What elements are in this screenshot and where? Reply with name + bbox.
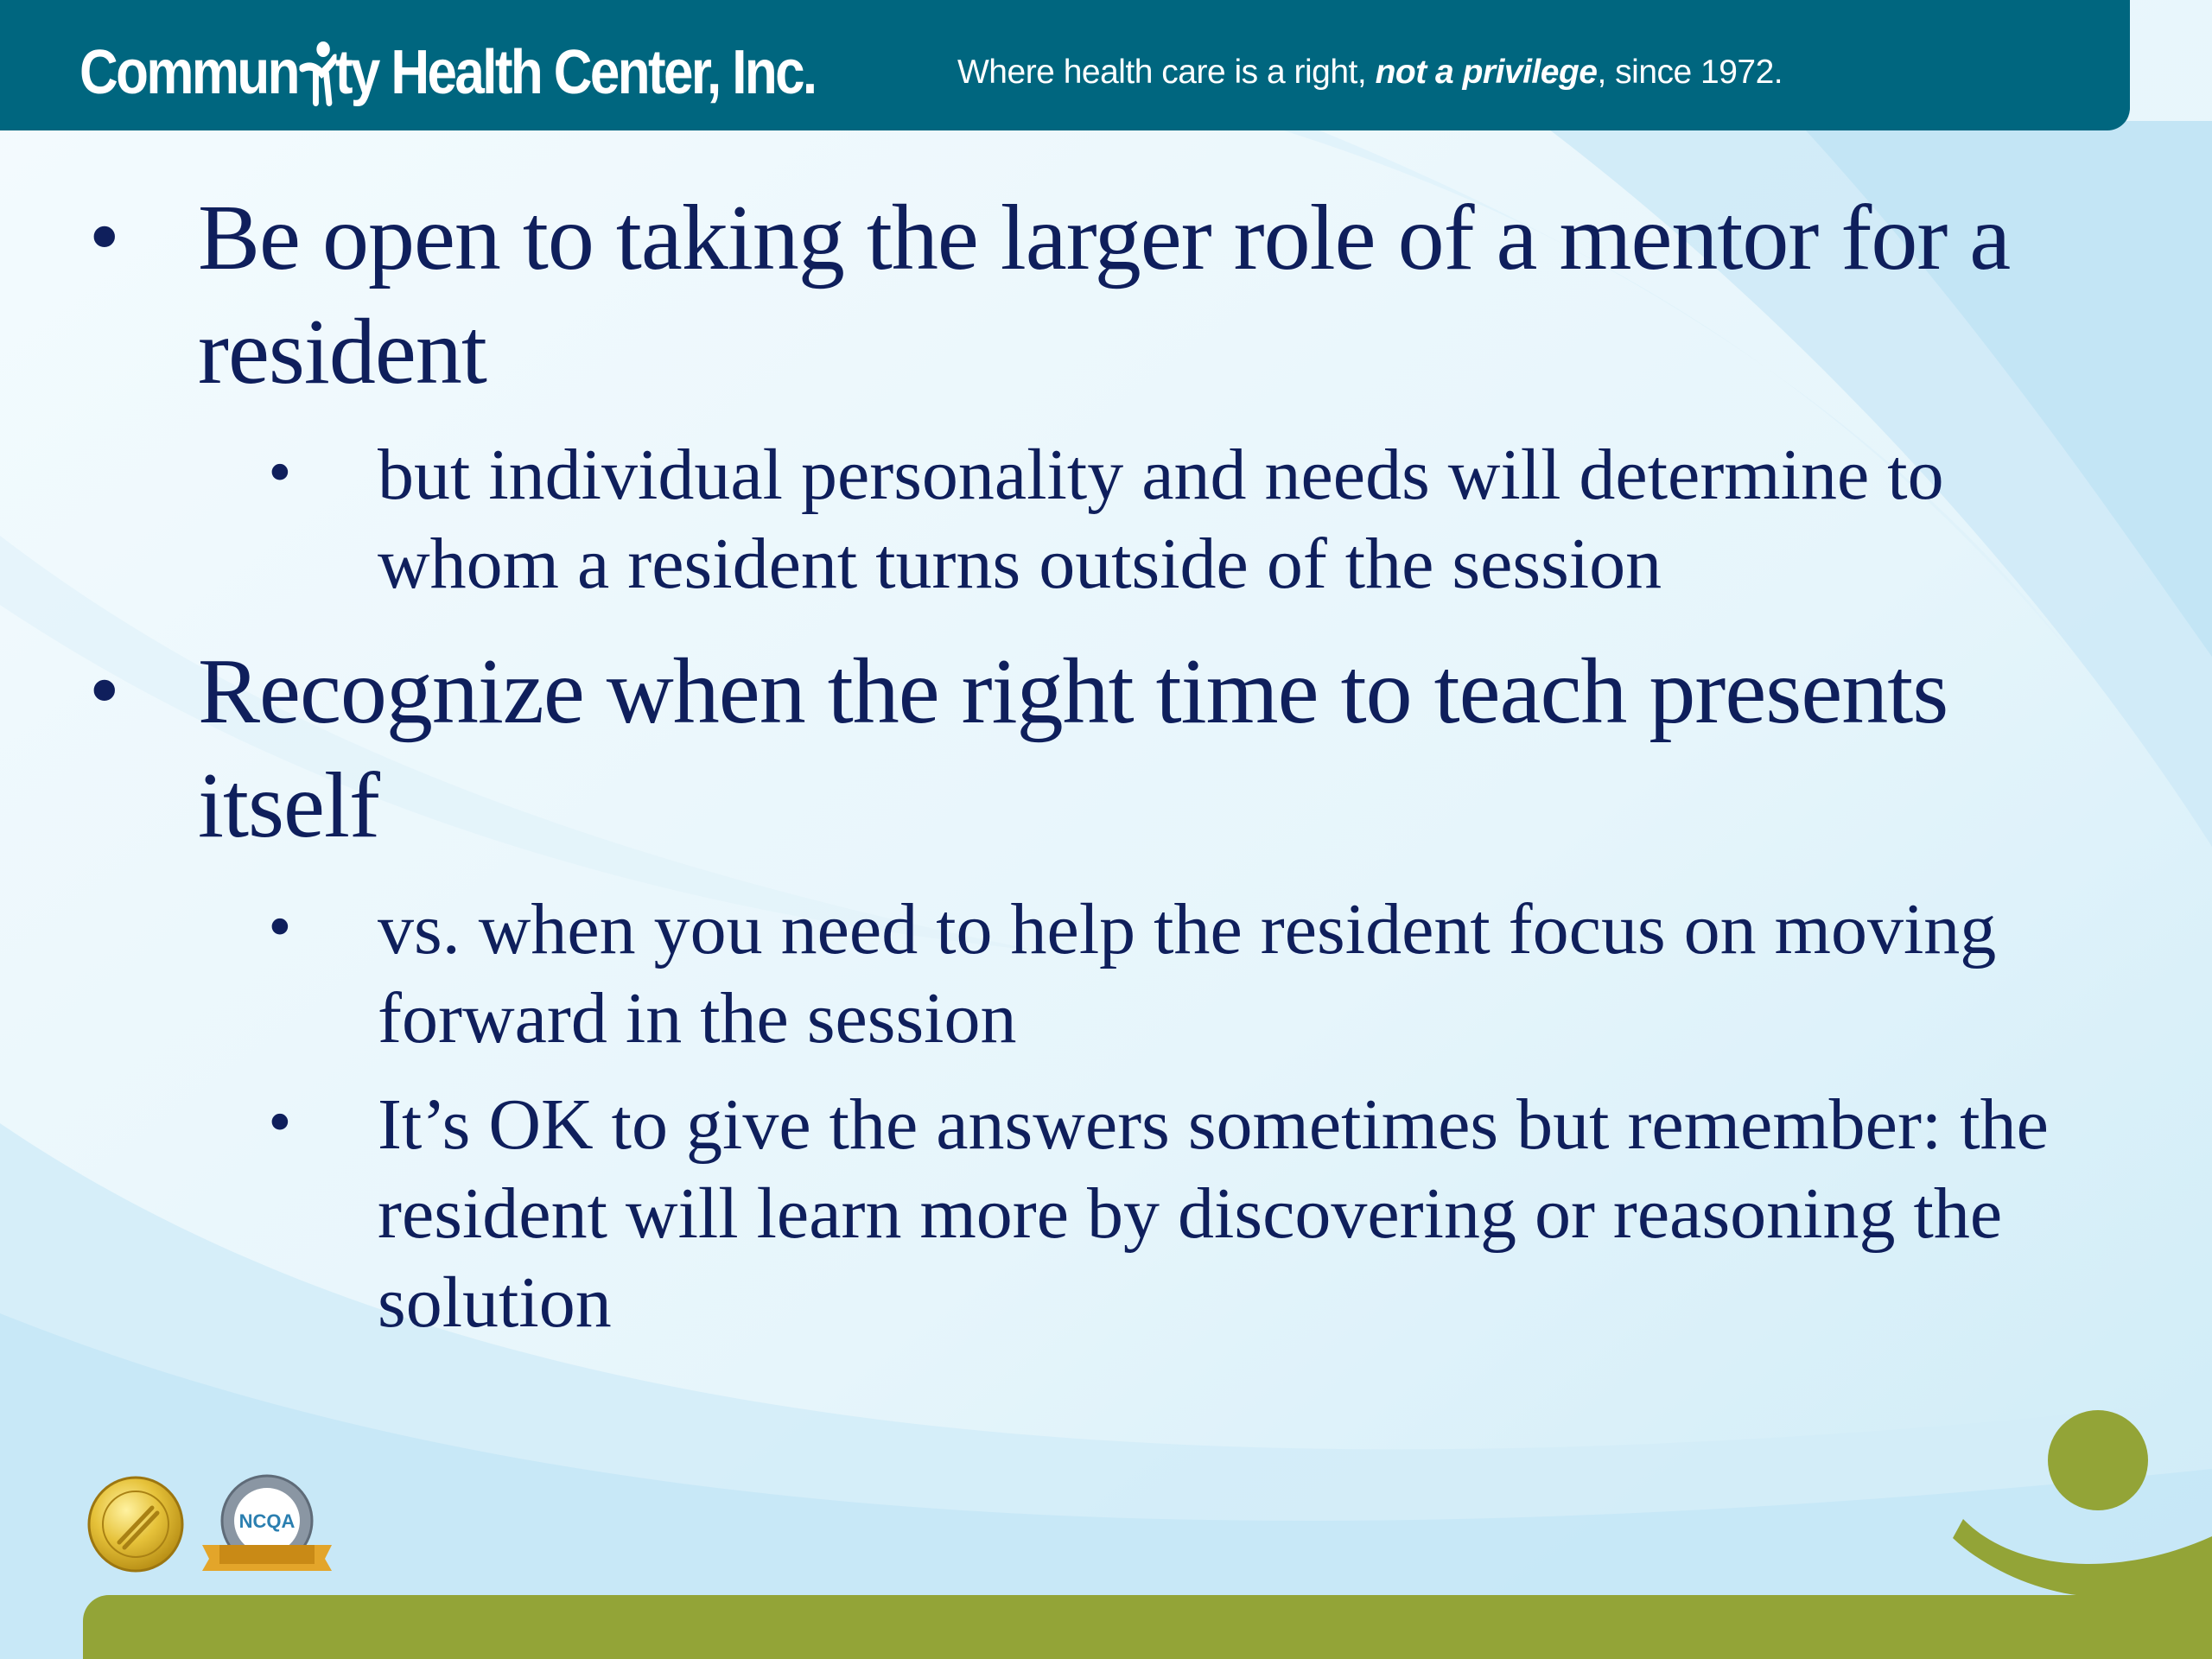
tagline-start: Where health care is a right, [957,54,1376,91]
tagline-end: , since 1972. [1597,54,1783,91]
bullet-text: Recognize when the right time to teach presents itself [198,640,1948,857]
logo-text-right: ty Health Center, Inc. [334,38,816,107]
bullet-marker: • [83,196,126,281]
bullet-marker: • [264,1092,296,1156]
logo-text-left: Commun [79,38,298,107]
tagline-emphasis: not a privilege [1375,54,1598,91]
brand-figure-icon [1953,1398,2212,1597]
ncqa-seal [199,1472,335,1578]
footer-bar [83,1595,2212,1659]
bullet-marker: • [264,897,296,961]
sub-bullet-text: It’s OK to give the answers sometimes but remember: the resident will learn more by discovering or reasoning the solution [378,1084,2049,1343]
bullet-text: Be open to taking the larger role of a mentor for a resident [198,187,2011,404]
bullet-marker: • [264,442,296,506]
bullet-marker: • [83,650,126,734]
sub-bullet-text: vs. when you need to help the resident focus on moving forward in the session [378,889,1997,1058]
gold-seal-icon [85,1475,187,1573]
sub-bullet-text: but individual personality and needs will determine to whom a resident turns outside of the session [378,435,1944,604]
ncqa-label: NCQA [238,1510,296,1532]
